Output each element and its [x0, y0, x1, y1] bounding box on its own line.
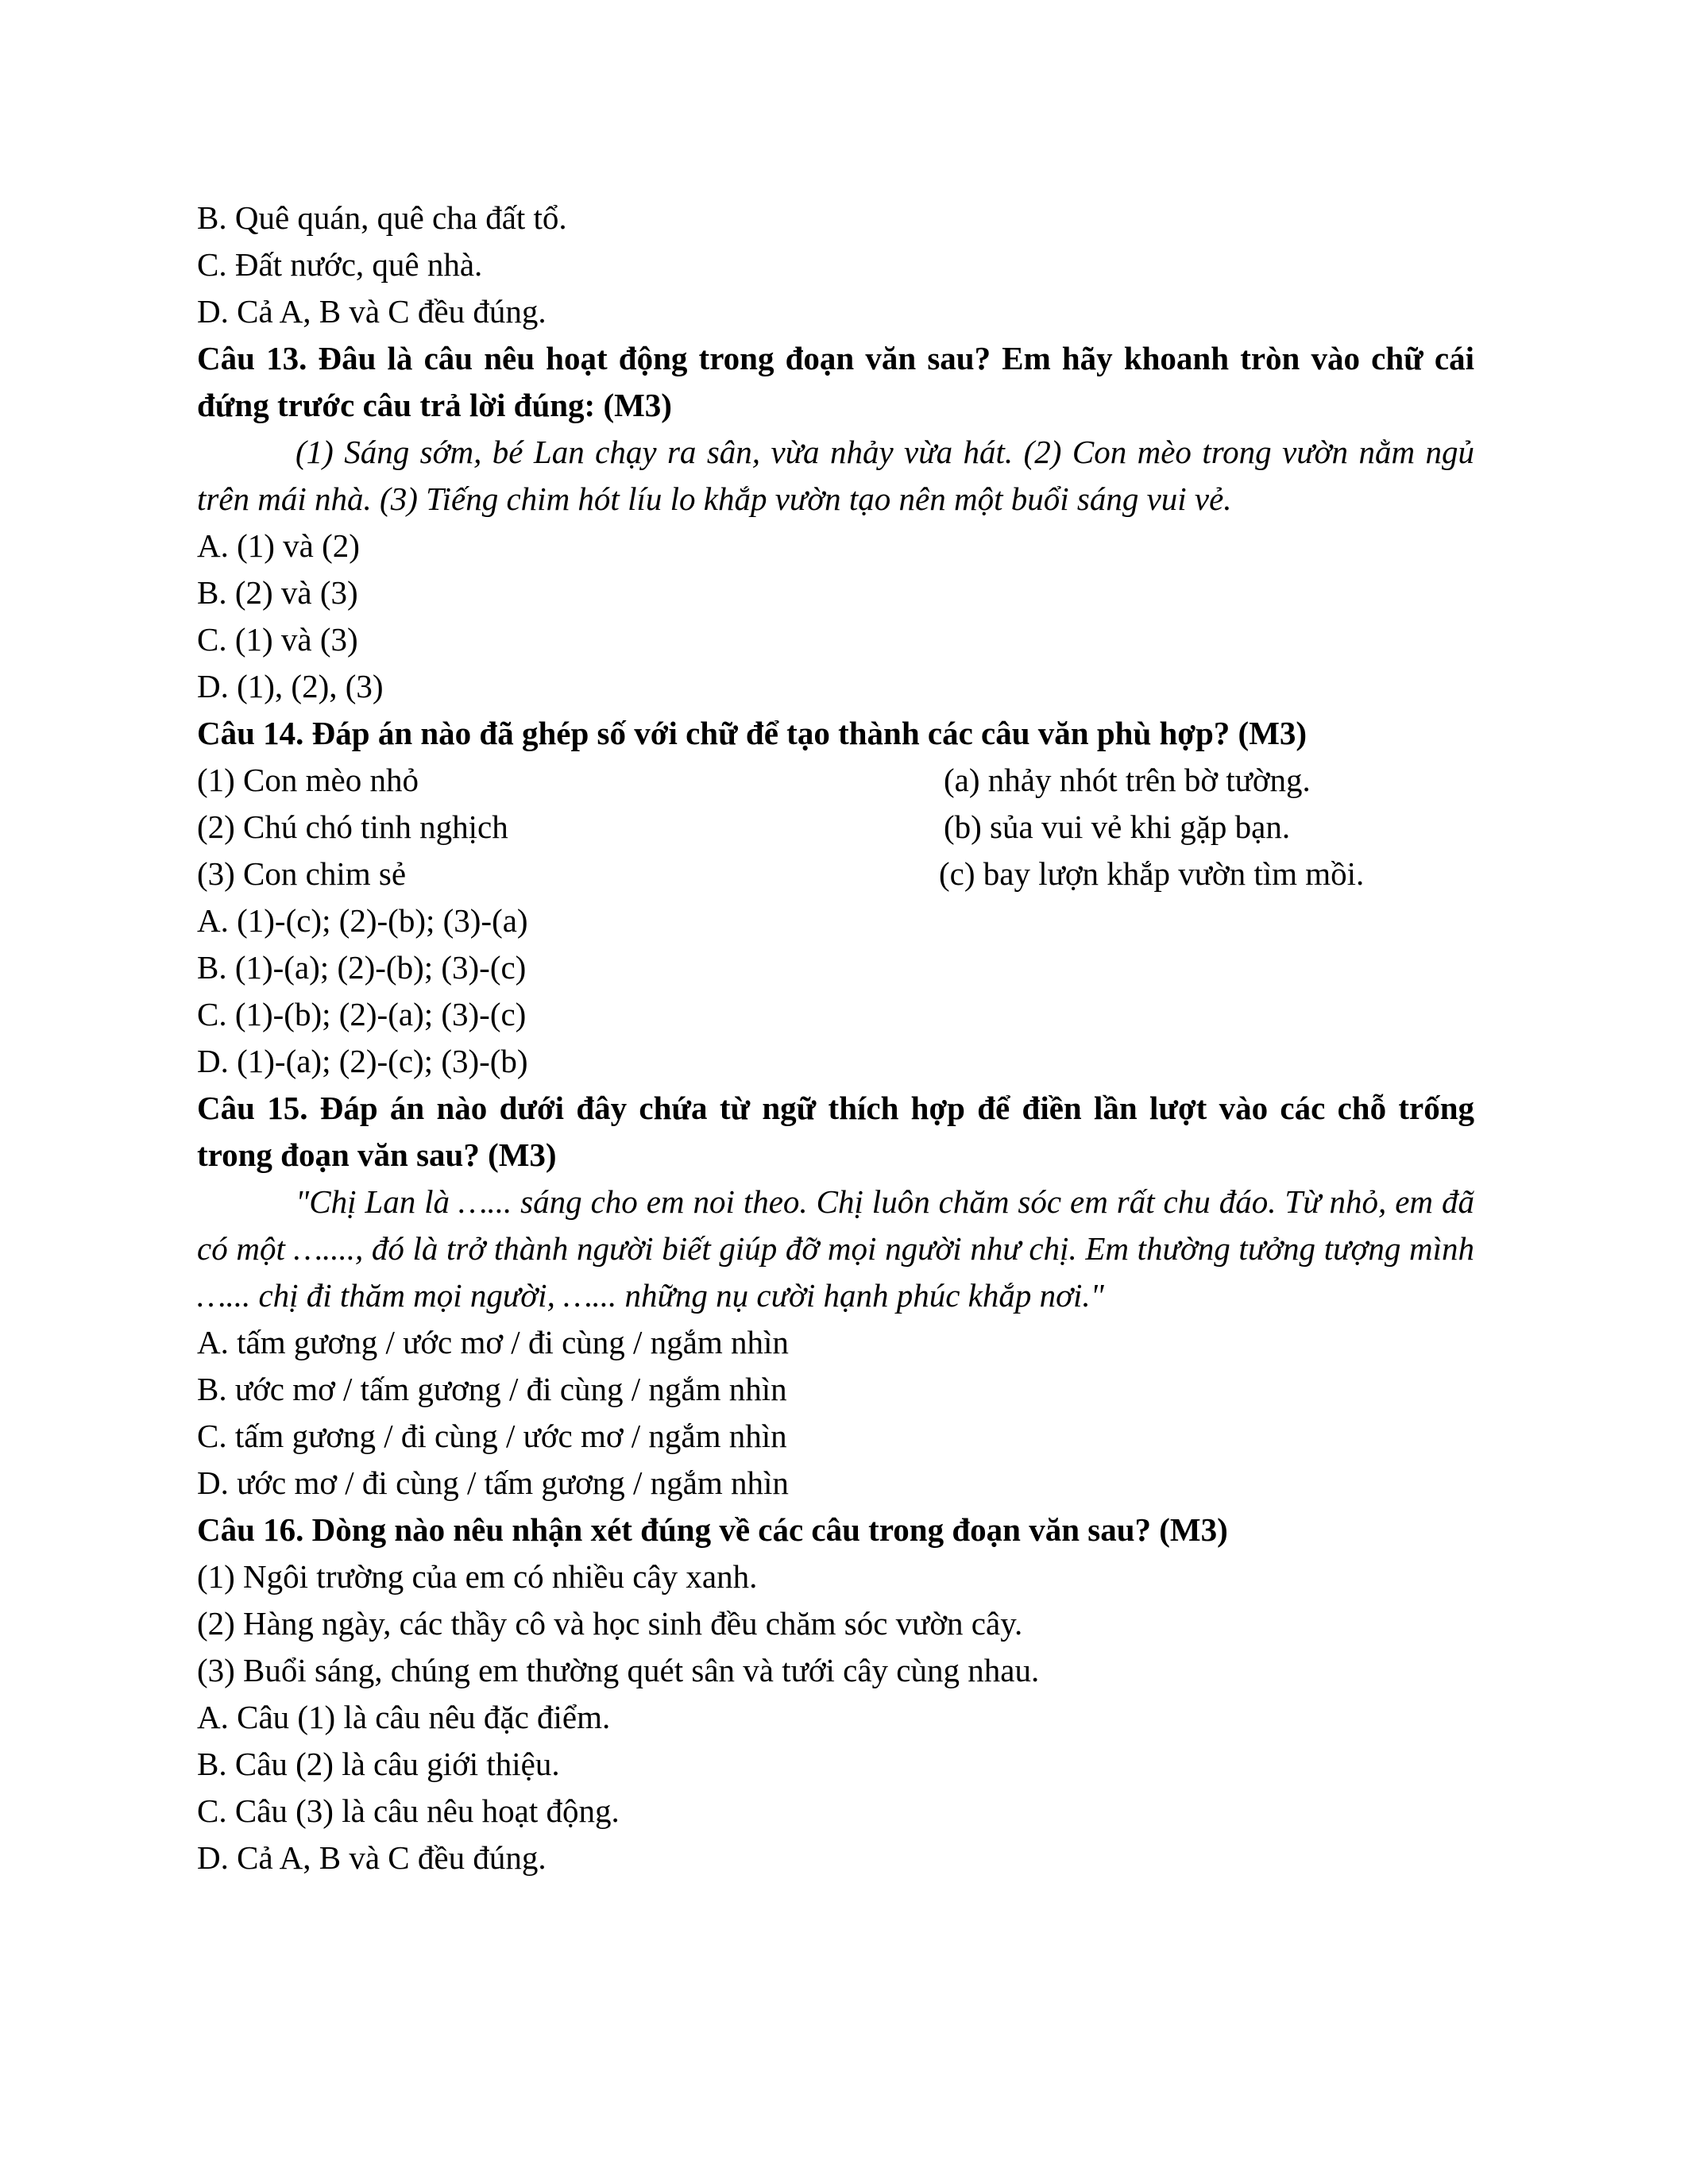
option-b: B. Câu (2) là câu giới thiệu.: [197, 1746, 560, 1782]
option-c: C. Đất nước, quê nhà.: [197, 246, 483, 283]
option-d: D. (1), (2), (3): [197, 668, 384, 704]
option-d: D. Cả A, B và C đều đúng.: [197, 293, 547, 330]
question-13: Câu 13. Đâu là câu nêu hoạt động trong đoạn văn sau? Em hãy khoanh tròn vào chữ cái đứng trước câu trả lời đúng: (M3): [197, 340, 1474, 423]
match-left: (2) Chú chó tinh nghịch: [197, 808, 508, 845]
match-row: [197, 804, 1474, 851]
option-c: C. Câu (3) là câu nêu hoạt động.: [197, 1792, 620, 1829]
option-d: D. (1)-(a); (2)-(c); (3)-(b): [197, 1043, 528, 1079]
option-c: C. (1) và (3): [197, 621, 358, 658]
option-a: A. tấm gương / ước mơ / đi cùng / ngắm nhìn: [197, 1324, 789, 1360]
option-b: B. Quê quán, quê cha đất tổ.: [197, 199, 567, 236]
match-right: (c) bay lượn khắp vườn tìm mồi.: [939, 855, 1365, 892]
match-row: [197, 851, 1474, 897]
sentence-1: (1) Ngôi trường của em có nhiều cây xanh.: [197, 1558, 758, 1595]
sentence-3: (3) Buổi sáng, chúng em thường quét sân và tưới cây cùng nhau.: [197, 1652, 1040, 1688]
match-row: [197, 757, 1474, 804]
match-left: (3) Con chim sẻ: [197, 855, 407, 892]
passage-15: "Chị Lan là …... sáng cho em noi theo. Chị luôn chăm sóc em rất chu đáo. Từ nhỏ, em đã có một …...., đó là trở thành người biết giúp đỡ mọi người như chị. Em thường tưởng tượng mình …... chị đi thăm mọi người, …... những nụ cười hạnh phúc khắp nơi.": [197, 1183, 1474, 1314]
match-right: (a) nhảy nhót trên bờ tường.: [944, 762, 1311, 798]
option-a: A. Câu (1) là câu nêu đặc điểm.: [197, 1699, 611, 1735]
passage-13: (1) Sáng sớm, bé Lan chạy ra sân, vừa nhảy vừa hát. (2) Con mèo trong vườn nằm ngủ trên mái nhà. (3) Tiếng chim hót líu lo khắp vườn tạo nên một buổi sáng vui vẻ.: [197, 434, 1474, 517]
sentence-2: (2) Hàng ngày, các thầy cô và học sinh đều chăm sóc vườn cây.: [197, 1605, 1023, 1642]
option-a: A. (1)-(c); (2)-(b); (3)-(a): [197, 902, 528, 939]
option-c: C. (1)-(b); (2)-(a); (3)-(c): [197, 996, 527, 1032]
option-a: A. (1) và (2): [197, 527, 360, 564]
question-15: Câu 15. Đáp án nào dưới đây chứa từ ngữ thích hợp để điền lần lượt vào các chỗ trống trong đoạn văn sau? (M3): [197, 1090, 1474, 1173]
option-b: B. (1)-(a); (2)-(b); (3)-(c): [197, 949, 527, 986]
option-b: B. ước mơ / tấm gương / đi cùng / ngắm nhìn: [197, 1371, 787, 1407]
match-left: (1) Con mèo nhỏ: [197, 762, 419, 798]
option-c: C. tấm gương / đi cùng / ước mơ / ngắm nhìn: [197, 1418, 787, 1454]
option-d: D. ước mơ / đi cùng / tấm gương / ngắm nhìn: [197, 1464, 789, 1501]
question-14: Câu 14. Đáp án nào đã ghép số với chữ để tạo thành các câu văn phù hợp? (M3): [197, 715, 1308, 751]
document-page: [197, 195, 1474, 1881]
question-16: Câu 16. Dòng nào nêu nhận xét đúng về các câu trong đoạn văn sau? (M3): [197, 1511, 1228, 1548]
option-d: D. Cả A, B và C đều đúng.: [197, 1839, 547, 1876]
match-right: (b) sủa vui vẻ khi gặp bạn.: [944, 808, 1291, 845]
option-b: B. (2) và (3): [197, 574, 358, 611]
